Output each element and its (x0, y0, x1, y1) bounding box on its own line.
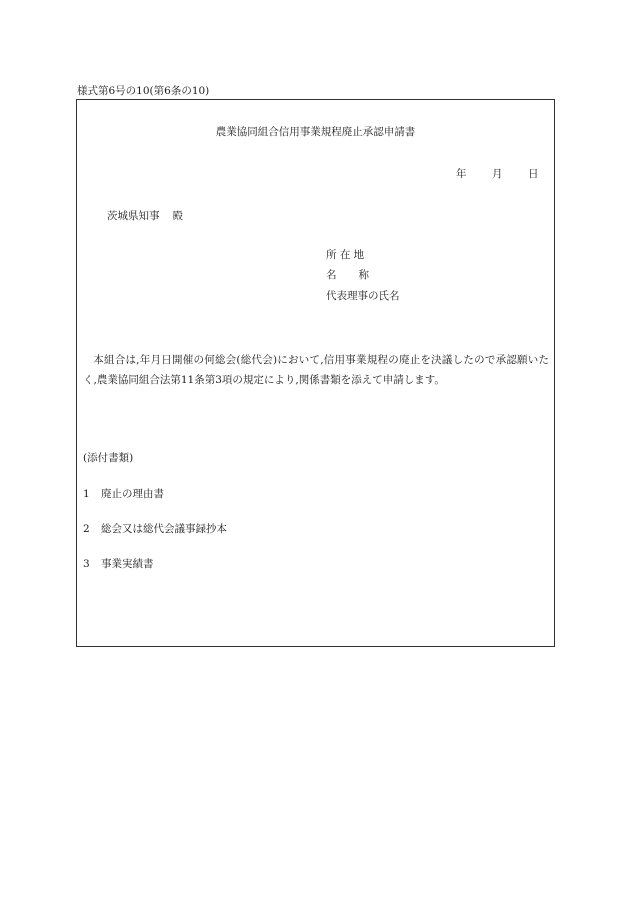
name-label-char-1: 名 (326, 269, 337, 281)
attachment-label: 総会又は総代会議事録抄本 (101, 523, 227, 535)
attachment-label: 事業実績書 (101, 558, 154, 570)
statement-text: 日開催の何総会(総代会)において,信用事業規程の廃止を決議したので承認願いたく,農業協同組合法第11条第3項の規定により,関係書類を添えて申請します。 (83, 354, 550, 386)
attachment-number: 1 (83, 488, 90, 500)
addressee-honorific: 殿 (172, 210, 183, 222)
document-title: 農業協同組合信用事業規程廃止承認申請書 (215, 126, 416, 138)
statement-prefix: 本組合は, (93, 354, 140, 366)
attachments-heading: (添付書類) (83, 452, 134, 464)
date-month-label: 月 (492, 168, 503, 180)
form-number: 様式第6号の10(第6条の10) (77, 85, 210, 97)
attachment-number: 3 (83, 558, 90, 570)
name-label-char-2: 称 (358, 269, 369, 281)
date-day-label: 日 (528, 168, 539, 180)
representative-label: 代表理事の氏名 (326, 290, 400, 302)
name-label (326, 270, 369, 281)
addressee (107, 211, 183, 222)
application-statement (83, 350, 549, 390)
statement-year-label: 年 (139, 354, 151, 366)
statement-month-label: 月 (150, 354, 162, 366)
attachment-number: 2 (83, 523, 90, 535)
location-label: 所 在 地 (326, 249, 365, 261)
addressee-name: 茨城県知事 (107, 210, 160, 222)
date-year-label: 年 (456, 168, 467, 180)
attachment-item (83, 559, 154, 570)
attachment-label: 廃止の理由書 (101, 488, 164, 500)
attachment-item (83, 524, 227, 535)
attachment-item (83, 489, 164, 500)
application-form-frame (76, 99, 555, 647)
